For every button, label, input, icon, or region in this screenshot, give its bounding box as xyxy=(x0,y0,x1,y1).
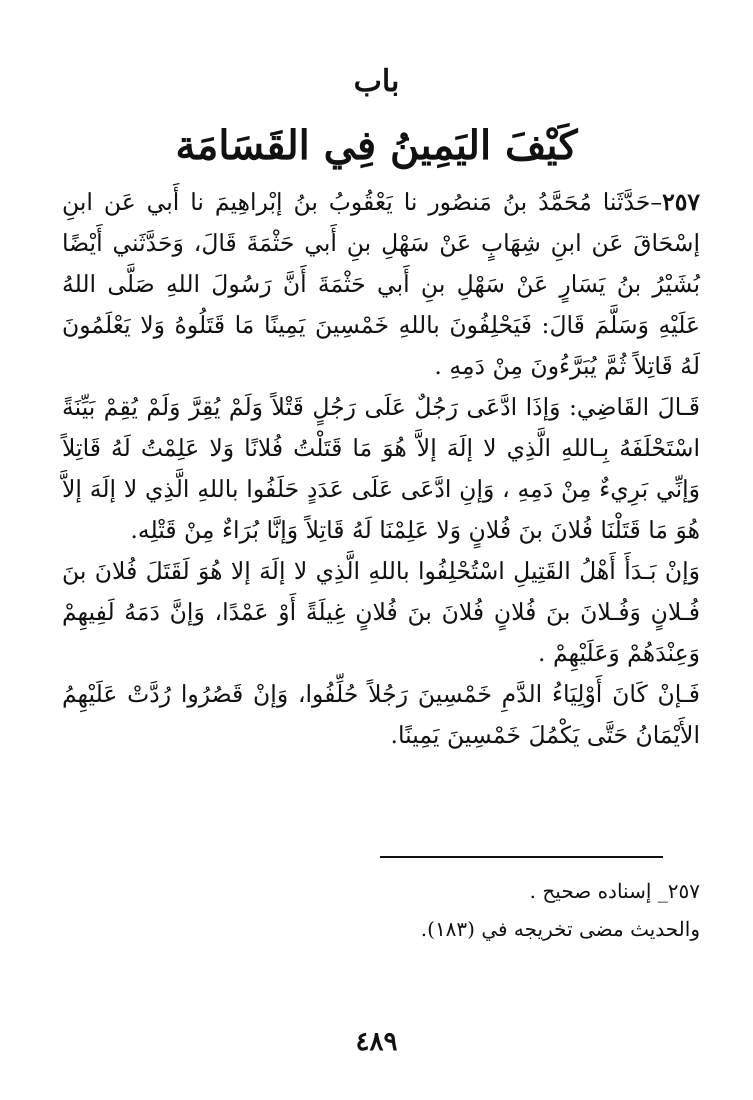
footnote-isnad: ٢٥٧_ إسناده صحيح . xyxy=(529,879,700,903)
hadith-paragraph-isnad xyxy=(62,182,700,387)
hadith-paragraph-awliya: فَـإنْ كَانَ أَوْلِيَاءُ الدَّمِ خَمْسِينَ رَجُلاً حُلِّفُوا، وَإنْ قَصُرُوا رُدَّتْ عَلَيْهِمُ الأَيْمَانُ حَتَّى يَكْمُلَ خَمْسِينَ يَمِينًا. xyxy=(62,680,700,749)
hadith-paragraph-ahl-qatil: وَإنْ بَـدَأَ أَهْلُ القَتِيلِ اسْتُحْلِفُوا باللهِ الَّذِي لا إلَهَ إلا هُوَ لَقَتَلَ فُلانَ بنَ فُـلانٍ وَفُـلانَ بنَ فُلانٍ فُلانَ بنَ فُلانٍ غِيلَةً أَوْ عَمْدًا، وَإنَّ دَمَهُ لَفِيهِمْ وَعِنْدَهُمْ وَعَلَيْهِمْ . xyxy=(62,557,700,667)
footnote-takhrij: والحديث مضى تخريجه في (١٨٣). xyxy=(420,917,700,941)
footnote-divider xyxy=(380,856,663,858)
hadith-paragraph-qadi: قَـالَ القَاضِي: وَإذَا ادَّعَى رَجُلٌ عَلَى رَجُلٍ قَتْلاً وَلَمْ يُقِرَّ وَلَمْ يُقِمْ بَيِّنَةً اسْتَحْلَفَهُ بِـاللهِ الَّذِي لا إلَهَ إلاَّ هُوَ مَا قَتَلْتُ فُلانًا وَلا عَلِمْتُ لَهُ قَاتِلاً وَإنِّي بَرِيءٌ مِنْ دَمِهِ ، وَإنِ ادَّعَى عَلَى عَدَدٍ حَلَفُوا باللهِ الَّذِي لا إلَهَ إلاَّ هُوَ مَا قَتَلْنَا فُلانَ بنَ فُلانٍ وَلا عَلِمْنَا لَهُ قَاتِلاً وَإنَّا بُرَاءٌ مِنْ قَتْلِه. xyxy=(62,393,700,544)
footnotes xyxy=(62,872,700,948)
hadith-text: –حَدَّثَنا مُحَمَّدُ بنُ مَنصُور نا يَعْقُوبُ بنُ إبْراهِيمَ نا أَبي عَن ابنِ إسْحَاقَ عَن ابنِ شِهَابٍ عَنْ سَهْلِ بنِ أَبي حَثْمَةَ قَالَ، وَحَدَّثَني أَيْضًا بُشَيْرُ بنُ يَسَارٍ عَنْ سَهْلِ بنِ أَبي حَثْمَةَ أَنَّ رَسُولَ اللهِ صَلَّى اللهُ عَلَيْهِ وَسَلَّمَ قَالَ: فَيَحْلِفُونَ باللهِ خَمْسِينَ يَمِينًا مَا قَتَلُوهُ وَلا يَعْلَمُونَ لَهُ قَاتِلاً ثُمَّ يُبَرَّءُونَ مِنْ دَمِهِ . xyxy=(62,188,700,380)
hadith-body xyxy=(62,182,700,756)
section-title: كَيْفَ اليَمِينُ فِي القَسَامَة xyxy=(175,122,578,169)
hadith-number: ٢٥٧ xyxy=(662,188,700,216)
chapter-heading: باب xyxy=(353,64,400,99)
page-number: ٤٨٩ xyxy=(355,1027,398,1057)
